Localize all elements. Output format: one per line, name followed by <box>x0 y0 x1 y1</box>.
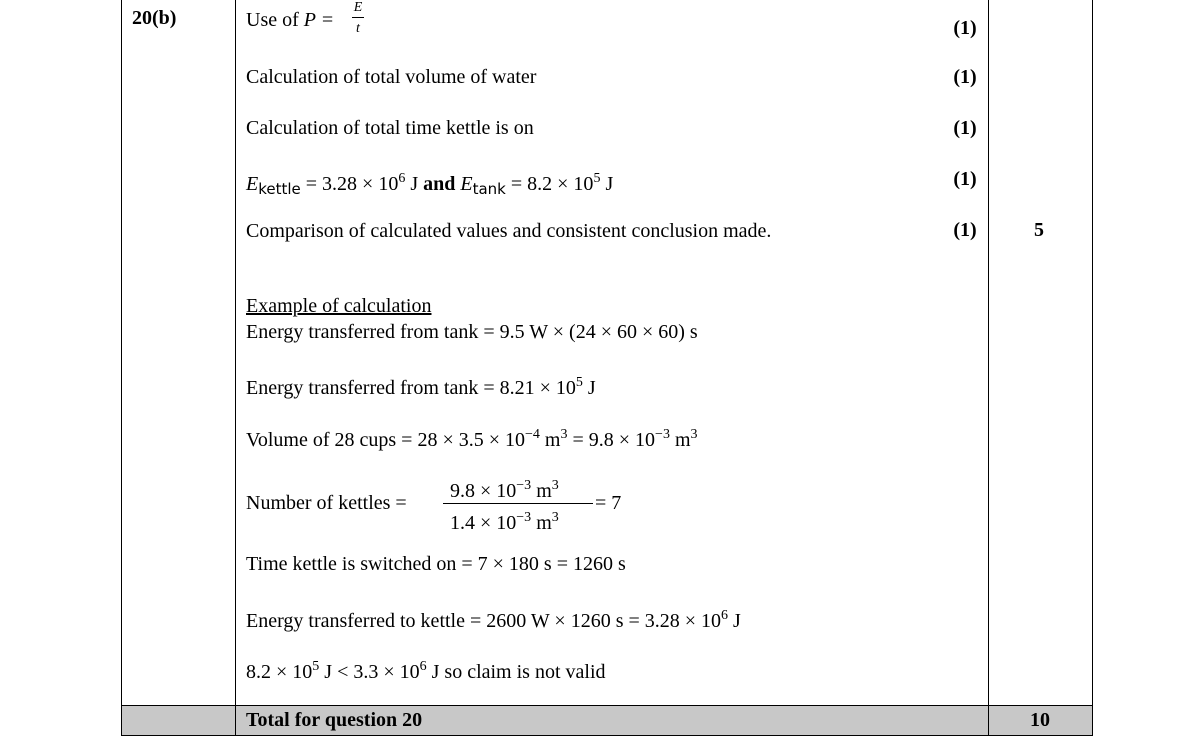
e-tank-unit: J <box>600 173 614 195</box>
example-line-time: Time kettle is switched on = 7 × 180 s = 1260 s <box>246 553 626 575</box>
e-kettle-symbol: E <box>246 173 259 195</box>
example-line-kettle-energy <box>246 604 741 633</box>
volume-exp-4: 3 <box>690 427 698 442</box>
question-number: 20(b) <box>132 7 177 29</box>
kettles-result: = 7 <box>595 492 622 514</box>
marking-point-5: Comparison of calculated values and consistent conclusion made. <box>246 220 772 242</box>
volume-exp-3: −3 <box>655 427 670 442</box>
kettle-energy-exp: 6 <box>721 608 729 623</box>
conclusion-exp-1: 5 <box>312 659 320 674</box>
volume-exp-1: −4 <box>525 427 540 442</box>
mark-3: (1) <box>953 117 977 139</box>
table-divider-question <box>235 0 236 736</box>
marking-point-1 <box>246 8 334 32</box>
kettles-den-unit-exp: 3 <box>551 510 559 525</box>
kettles-numerator <box>450 474 559 503</box>
kettles-den-unit: m <box>531 512 552 534</box>
formula-denominator: t <box>356 21 360 36</box>
formula-numerator: E <box>353 0 363 15</box>
total-value: 10 <box>1030 709 1050 731</box>
example-line-conclusion <box>246 655 606 684</box>
conclusion-text-c: J so claim is not valid <box>426 661 606 683</box>
mark-5: (1) <box>953 219 977 241</box>
kettles-fraction-bar <box>443 503 593 504</box>
table-border-right <box>1092 0 1093 736</box>
e-kettle-value: = 3.28 × 10 <box>305 173 399 195</box>
kettles-num-unit-exp: 3 <box>551 478 559 493</box>
conclusion-exp-2: 6 <box>419 659 427 674</box>
mark-2: (1) <box>953 66 977 88</box>
volume-exp-2: 3 <box>560 427 568 442</box>
e-kettle-unit: J <box>405 173 419 195</box>
part-total-marks: 5 <box>1034 219 1044 241</box>
total-label: Total for question 20 <box>246 709 423 731</box>
formula-fraction-bar <box>352 17 364 18</box>
kettles-denominator <box>450 506 559 535</box>
example-line-tank-energy-result <box>246 371 596 400</box>
volume-text-d: m <box>669 429 691 451</box>
marking-point-1-text: Use of <box>246 9 299 31</box>
marking-point-4 <box>246 167 613 201</box>
conclusion-text-b: J < 3.3 × 10 <box>319 661 420 683</box>
mark-1: (1) <box>953 17 977 39</box>
example-line-tank-energy: Energy transferred from tank = 9.5 W × (24 × 60 × 60) s <box>246 321 698 343</box>
example-line-volume <box>246 423 698 452</box>
volume-text-a: Volume of 28 cups = 28 × 3.5 × 10 <box>246 429 526 451</box>
e-tank-exponent: 5 <box>593 171 601 186</box>
e-kettle-subscript: kettle <box>258 180 301 198</box>
volume-text-b: m <box>539 429 561 451</box>
and-word: and <box>423 173 456 195</box>
power-formula: P = <box>303 9 335 31</box>
mark-4: (1) <box>953 168 977 190</box>
volume-text-c: = 9.8 × 10 <box>567 429 656 451</box>
kettle-energy-text: Energy transferred to kettle = 2600 W × 1260 s = 3.28 × 10 <box>246 610 722 632</box>
marking-point-3: Calculation of total time kettle is on <box>246 117 534 139</box>
table-border-left <box>121 0 122 736</box>
table-divider-marks <box>988 0 989 736</box>
tank-energy-unit: J <box>582 377 596 399</box>
kettles-num-exp: −3 <box>516 478 532 493</box>
kettles-num-text: 9.8 × 10 <box>450 480 517 502</box>
example-heading: Example of calculation <box>246 295 432 317</box>
kettles-den-exp: −3 <box>516 510 532 525</box>
tank-energy-result-text: Energy transferred from tank = 8.21 × 10 <box>246 377 576 399</box>
e-tank-value: = 8.2 × 10 <box>510 173 594 195</box>
marking-point-2: Calculation of total volume of water <box>246 66 537 88</box>
kettle-energy-unit: J <box>728 610 741 632</box>
kettles-den-text: 1.4 × 10 <box>450 512 517 534</box>
total-row-top-border <box>121 705 1093 706</box>
conclusion-text-a: 8.2 × 10 <box>246 661 313 683</box>
kettles-num-unit: m <box>531 480 552 502</box>
e-kettle-exponent: 6 <box>398 171 406 186</box>
e-tank-symbol: E <box>460 173 473 195</box>
tank-energy-exponent: 5 <box>575 375 583 390</box>
kettles-label: Number of kettles = <box>246 492 407 514</box>
e-tank-subscript: tank <box>472 180 506 198</box>
